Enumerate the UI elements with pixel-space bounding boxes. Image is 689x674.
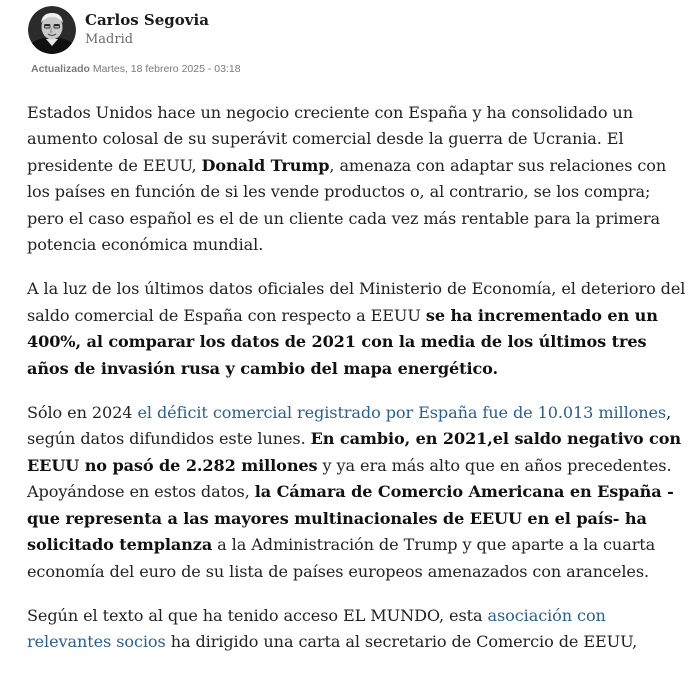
author-byline (28, 6, 209, 54)
p4-text-2: ha dirigido una carta al secretario de Comercio de EEUU, (165, 632, 638, 652)
author-name-link[interactable]: Carlos Segovia (85, 11, 209, 29)
article-paragraph-1 (27, 100, 687, 258)
p1-bold-1: Donald Trump (201, 155, 330, 175)
author-avatar[interactable] (28, 6, 76, 54)
article-paragraph-3 (27, 400, 687, 585)
updated-label: Actualizado (31, 63, 90, 75)
updated-datetime: Martes, 18 febrero 2025 - 03:18 (92, 63, 241, 75)
p3-bold-2: la Cámara de Comercio Americana en España - que representa a las mayores multinacionales de EEUU en el país- ha solicitado templanza (27, 482, 674, 555)
p3-text-4: a la Administración de Trump y que aparte a la cuarta economía del euro de su lista de países europeos amenazados con aranceles. (27, 535, 656, 581)
p3-bold-1: En cambio, en 2021,el saldo negativo con EEUU no pasó de 2.282 millones (27, 429, 681, 475)
article-body (27, 100, 687, 674)
p3-text-1: Sólo en 2024 (27, 403, 138, 423)
deficit-link[interactable]: el déficit comercial registrado por España fue de 10.013 millones (137, 403, 667, 423)
article-paragraph-2 (27, 276, 687, 382)
p2-bold-1: se ha incrementado en un 400%, al comparar los datos de 2021 con la media de los últimos tres años de invasión rusa y cambio del mapa energético. (27, 305, 658, 378)
p2-text-1: A la luz de los últimos datos oficiales del Ministerio de Economía, el deterioro del saldo comercial de España con respecto a EEUU (27, 279, 686, 325)
updated-timestamp (31, 63, 241, 75)
author-info (85, 6, 209, 50)
p1-text-1: Estados Unidos hace un negocio creciente con España y ha consolidado un aumento colosal de su superávit comercial desde la guerra de Ucrania. El presidente de EEUU, (27, 103, 633, 175)
p3-text-3: y ya era más alto que en años precedentes. Apoyándose en estos datos, (27, 455, 672, 502)
article-paragraph-4 (27, 603, 687, 656)
p3-text-2: , según datos difundidos este lunes. (27, 403, 672, 449)
association-link[interactable]: asociación con relevantes socios (27, 605, 606, 652)
author-location: Madrid (85, 32, 134, 47)
p4-text-1: Según el texto al que ha tenido acceso EL MUNDO, esta (27, 605, 488, 625)
p1-text-2: , amenaza con adaptar sus relaciones con los países en función de si les vende productos o, al contrario, se los compra; pero el caso español es el de un cliente cada vez más rentable para la primera potencia económica mundial. (27, 155, 667, 255)
